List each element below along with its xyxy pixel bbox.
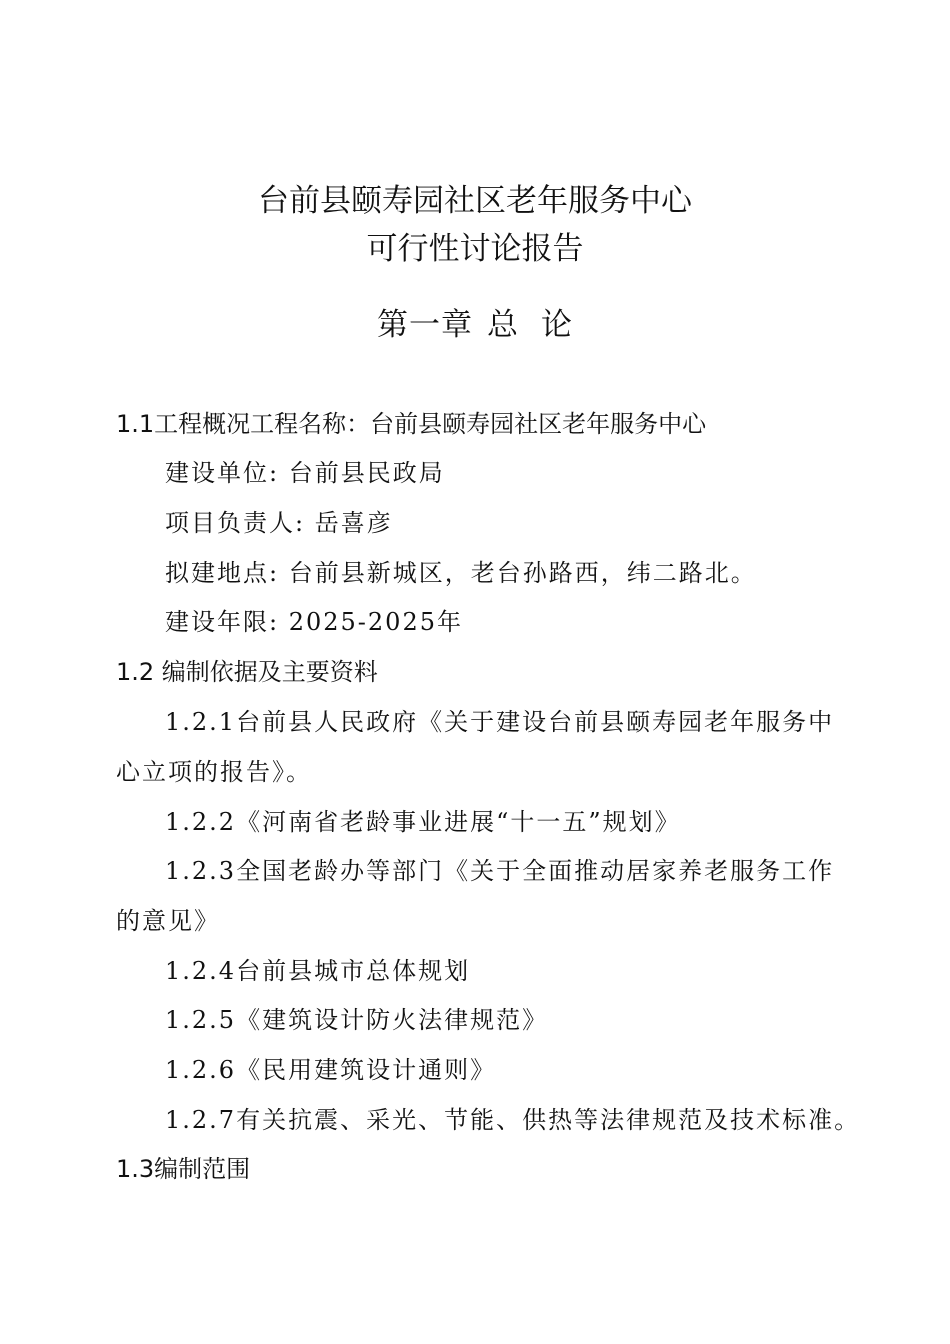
basis-item-1-line-1: 1.2.1台前县人民政府《关于建设台前县颐寿园老年服务中 (165, 708, 835, 736)
section-1-2-heading: 1.2 编制依据及主要资料 (116, 658, 378, 686)
basis-item-5: 1.2.5《建筑设计防火法律规范》 (165, 1006, 549, 1034)
basis-item-3-line-1: 1.2.3全国老龄办等部门《关于全面推动居家养老服务工作 (165, 857, 835, 885)
section-1-1-heading: 1.1工程概况工程名称：台前县颐寿园社区老年服务中心 (116, 410, 707, 438)
construction-location: 拟建地点: 台前县新城区，老台孙路西，纬二路北。 (165, 559, 757, 587)
construction-unit: 建设单位: 台前县民政局 (165, 459, 445, 487)
chapter-heading (0, 305, 950, 345)
basis-item-3-line-2: 的意见》 (116, 907, 220, 935)
document-title-line-1: 台前县颐寿园社区老年服务中心 (258, 183, 692, 219)
chapter-word-2: 论 (541, 307, 573, 343)
document-title-line-2: 可行性讨论报告 (366, 231, 584, 267)
project-manager: 项目负责人: 岳喜彦 (165, 509, 393, 537)
section-1-3-heading: 1.3编制范围 (116, 1155, 251, 1183)
chapter-number: 第一章 (377, 307, 473, 343)
basis-item-7: 1.2.7有关抗震、采光、节能、供热等法律规范及技术标准。 (165, 1106, 861, 1134)
basis-item-1-line-2: 心立项的报告》。 (116, 758, 312, 786)
basis-item-4: 1.2.4台前县城市总体规划 (165, 957, 471, 985)
basis-item-6: 1.2.6《民用建筑设计通则》 (165, 1056, 497, 1084)
construction-period: 建设年限: 2025-2025年 (165, 608, 463, 636)
basis-item-2: 1.2.2《河南省老龄事业进展“十一五”规划》 (165, 808, 681, 836)
chapter-word-1: 总 (487, 307, 519, 343)
